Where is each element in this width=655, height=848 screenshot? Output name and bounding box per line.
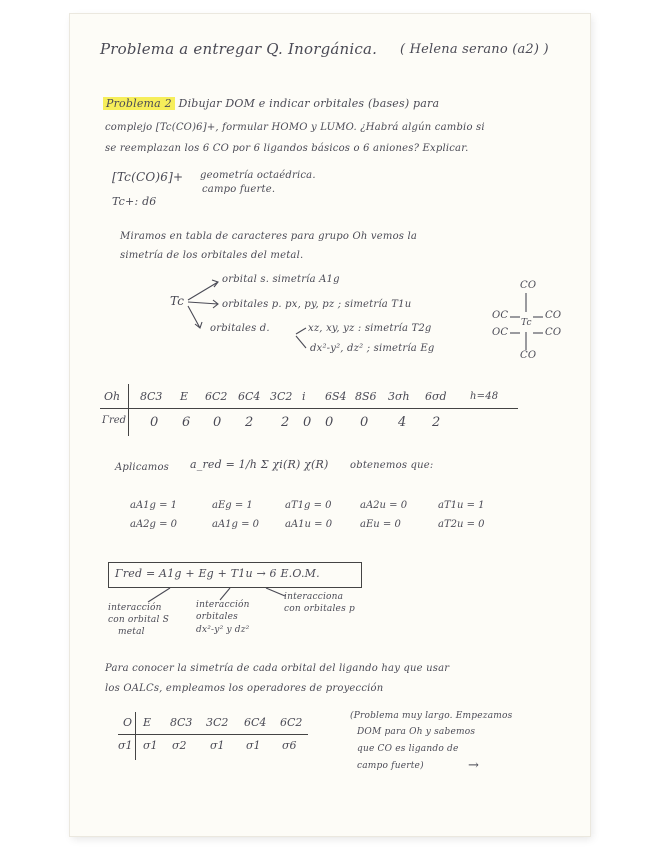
pointer-c <box>266 588 285 596</box>
bottom-line-2: los OALCs, empleamos los operadores de proyección <box>105 683 384 694</box>
char-header-7: 6S4 <box>325 390 347 403</box>
arrow-to-d <box>188 306 200 328</box>
note-c-2: con orbitales p <box>284 604 355 614</box>
orbital-s-line: orbital s. simetría A1g <box>222 274 340 285</box>
coef-a-4: aT1u = 1 <box>438 500 485 511</box>
note-b-1: interacción <box>196 600 250 610</box>
coef-a-1: aEg = 1 <box>212 500 253 511</box>
proj-header-2: 8C3 <box>170 716 193 729</box>
char-header-5: 3C2 <box>270 390 293 403</box>
problem-line-1: Dibujar DOM e indicar orbitales (bases) para <box>178 97 440 110</box>
gamma-value-6: 0 <box>325 415 334 430</box>
coef-b-3: aEu = 0 <box>360 519 401 530</box>
gamma-value-3: 2 <box>245 415 254 430</box>
arrow-to-t2g <box>296 328 306 334</box>
gamma-value-9: 2 <box>432 415 441 430</box>
side-note-4: campo fuerte) <box>357 761 424 771</box>
note-a-2: con orbital S <box>108 615 169 625</box>
char-header-6: i <box>302 390 306 403</box>
proj-value-1: σ1 <box>143 739 158 752</box>
problem-line-2: complejo [Tc(CO)6]+, formular HOMO y LUMO. ¿Habrá algún cambio si <box>105 122 485 133</box>
char-header-10: 6σd <box>425 390 447 403</box>
note-a-3: metal <box>118 627 145 637</box>
gamma-value-0: 0 <box>150 415 159 430</box>
pointer-b <box>220 588 230 600</box>
gamma-value-7: 0 <box>360 415 369 430</box>
coef-b-2: aA1u = 0 <box>285 519 333 530</box>
char-header-2: E <box>180 390 189 403</box>
table-text-line-1: Miramos en tabla de caracteres para grupo Oh vemos la <box>120 231 418 242</box>
complex-formula: [Tc(CO)6]+ <box>112 170 184 184</box>
coef-a-0: aA1g = 1 <box>130 500 178 511</box>
author-name: ( Helena serano (a2) ) <box>400 42 549 57</box>
char-header-8: 8S6 <box>355 390 377 403</box>
co-center: Tc <box>521 318 532 328</box>
orbital-d-eg: dx²-y², dz² ; simetría Eg <box>310 343 435 354</box>
pointer-a <box>148 588 170 602</box>
gamma-value-4: 2 <box>281 415 290 430</box>
orbital-p-line: orbitales p. px, py, pz ; simetría T1u <box>222 299 412 310</box>
coef-b-0: aA2g = 0 <box>130 519 178 530</box>
result-text: Γred = A1g + Eg + T1u → 6 E.O.M. <box>115 567 320 580</box>
note-b-2: orbitales <box>196 612 238 622</box>
obtain-label: obtenemos que: <box>350 460 434 471</box>
proj-value-5: σ6 <box>282 739 297 752</box>
co-bottom: CO <box>520 350 537 361</box>
gamma-value-1: 6 <box>182 415 191 430</box>
metal-ion: Tc+: d6 <box>112 195 157 208</box>
side-note-2: DOM para Oh y sabemos <box>357 727 476 737</box>
proj-header-0: O <box>123 716 133 729</box>
coef-a-2: aT1g = 0 <box>285 500 332 511</box>
arrow-to-s <box>188 282 218 300</box>
proj-value-2: σ2 <box>172 739 187 752</box>
co-right-2: CO <box>545 327 562 338</box>
co-right-1: CO <box>545 310 562 321</box>
orbital-d-line: orbitales d. <box>210 323 270 334</box>
problem-label: Problema 2 <box>103 97 175 110</box>
char-header-4: 6C4 <box>238 390 261 403</box>
coef-b-4: aT2u = 0 <box>438 519 485 530</box>
proj-header-4: 6C4 <box>244 716 267 729</box>
bottom-line-1: Para conocer la simetría de cada orbital del ligando hay que usar <box>105 663 450 674</box>
char-header-9: 3σh <box>388 390 410 403</box>
gamma-value-8: 4 <box>398 415 407 430</box>
side-note-3: que CO es ligando de <box>357 744 459 754</box>
proj-header-1: E <box>143 716 152 729</box>
group-order: h=48 <box>470 391 499 402</box>
problem-line-3: se reemplazan los 6 CO por 6 ligandos básicos o 6 aniones? Explicar. <box>105 143 469 154</box>
apply-label: Aplicamos <box>115 462 170 473</box>
note-a-1: interacción <box>108 603 162 613</box>
arrow-to-eg <box>296 336 306 348</box>
co-top: CO <box>520 280 537 291</box>
geometry-note: geometría octaédrica. <box>200 170 316 181</box>
coef-b-1: aA1g = 0 <box>212 519 260 530</box>
proj-value-4: σ1 <box>246 739 261 752</box>
co-left-2: OC <box>492 327 509 338</box>
coef-a-3: aA2u = 0 <box>360 500 408 511</box>
orbital-d-t2g: xz, xy, yz : simetría T2g <box>308 323 432 334</box>
continue-arrow: → <box>468 758 480 773</box>
proj-header-3: 3C2 <box>206 716 229 729</box>
char-header-1: 8C3 <box>140 390 163 403</box>
table-text-line-2: simetría de los orbitales del metal. <box>120 250 304 261</box>
side-note-1: (Problema muy largo. Empezamos <box>350 711 513 721</box>
metal-symbol: Tc <box>170 294 185 308</box>
co-left-1: OC <box>492 310 509 321</box>
proj-value-0: σ1 <box>118 739 133 752</box>
char-header-0: Oh <box>104 390 121 403</box>
gamma-value-5: 0 <box>303 415 312 430</box>
reduction-formula: a_red = 1/h Σ χi(R) χ(R) <box>190 458 329 471</box>
gamma-label: Γred <box>102 415 127 426</box>
note-c-1: interacciona <box>284 592 344 602</box>
arrow-to-p <box>188 302 218 304</box>
proj-value-3: σ1 <box>210 739 225 752</box>
gamma-value-2: 0 <box>213 415 222 430</box>
proj-header-5: 6C2 <box>280 716 303 729</box>
note-b-3: dx²-y² y dz² <box>196 625 250 635</box>
page-title: Problema a entregar Q. Inorgánica. <box>100 40 378 58</box>
char-header-3: 6C2 <box>205 390 228 403</box>
field-note: campo fuerte. <box>202 184 276 195</box>
